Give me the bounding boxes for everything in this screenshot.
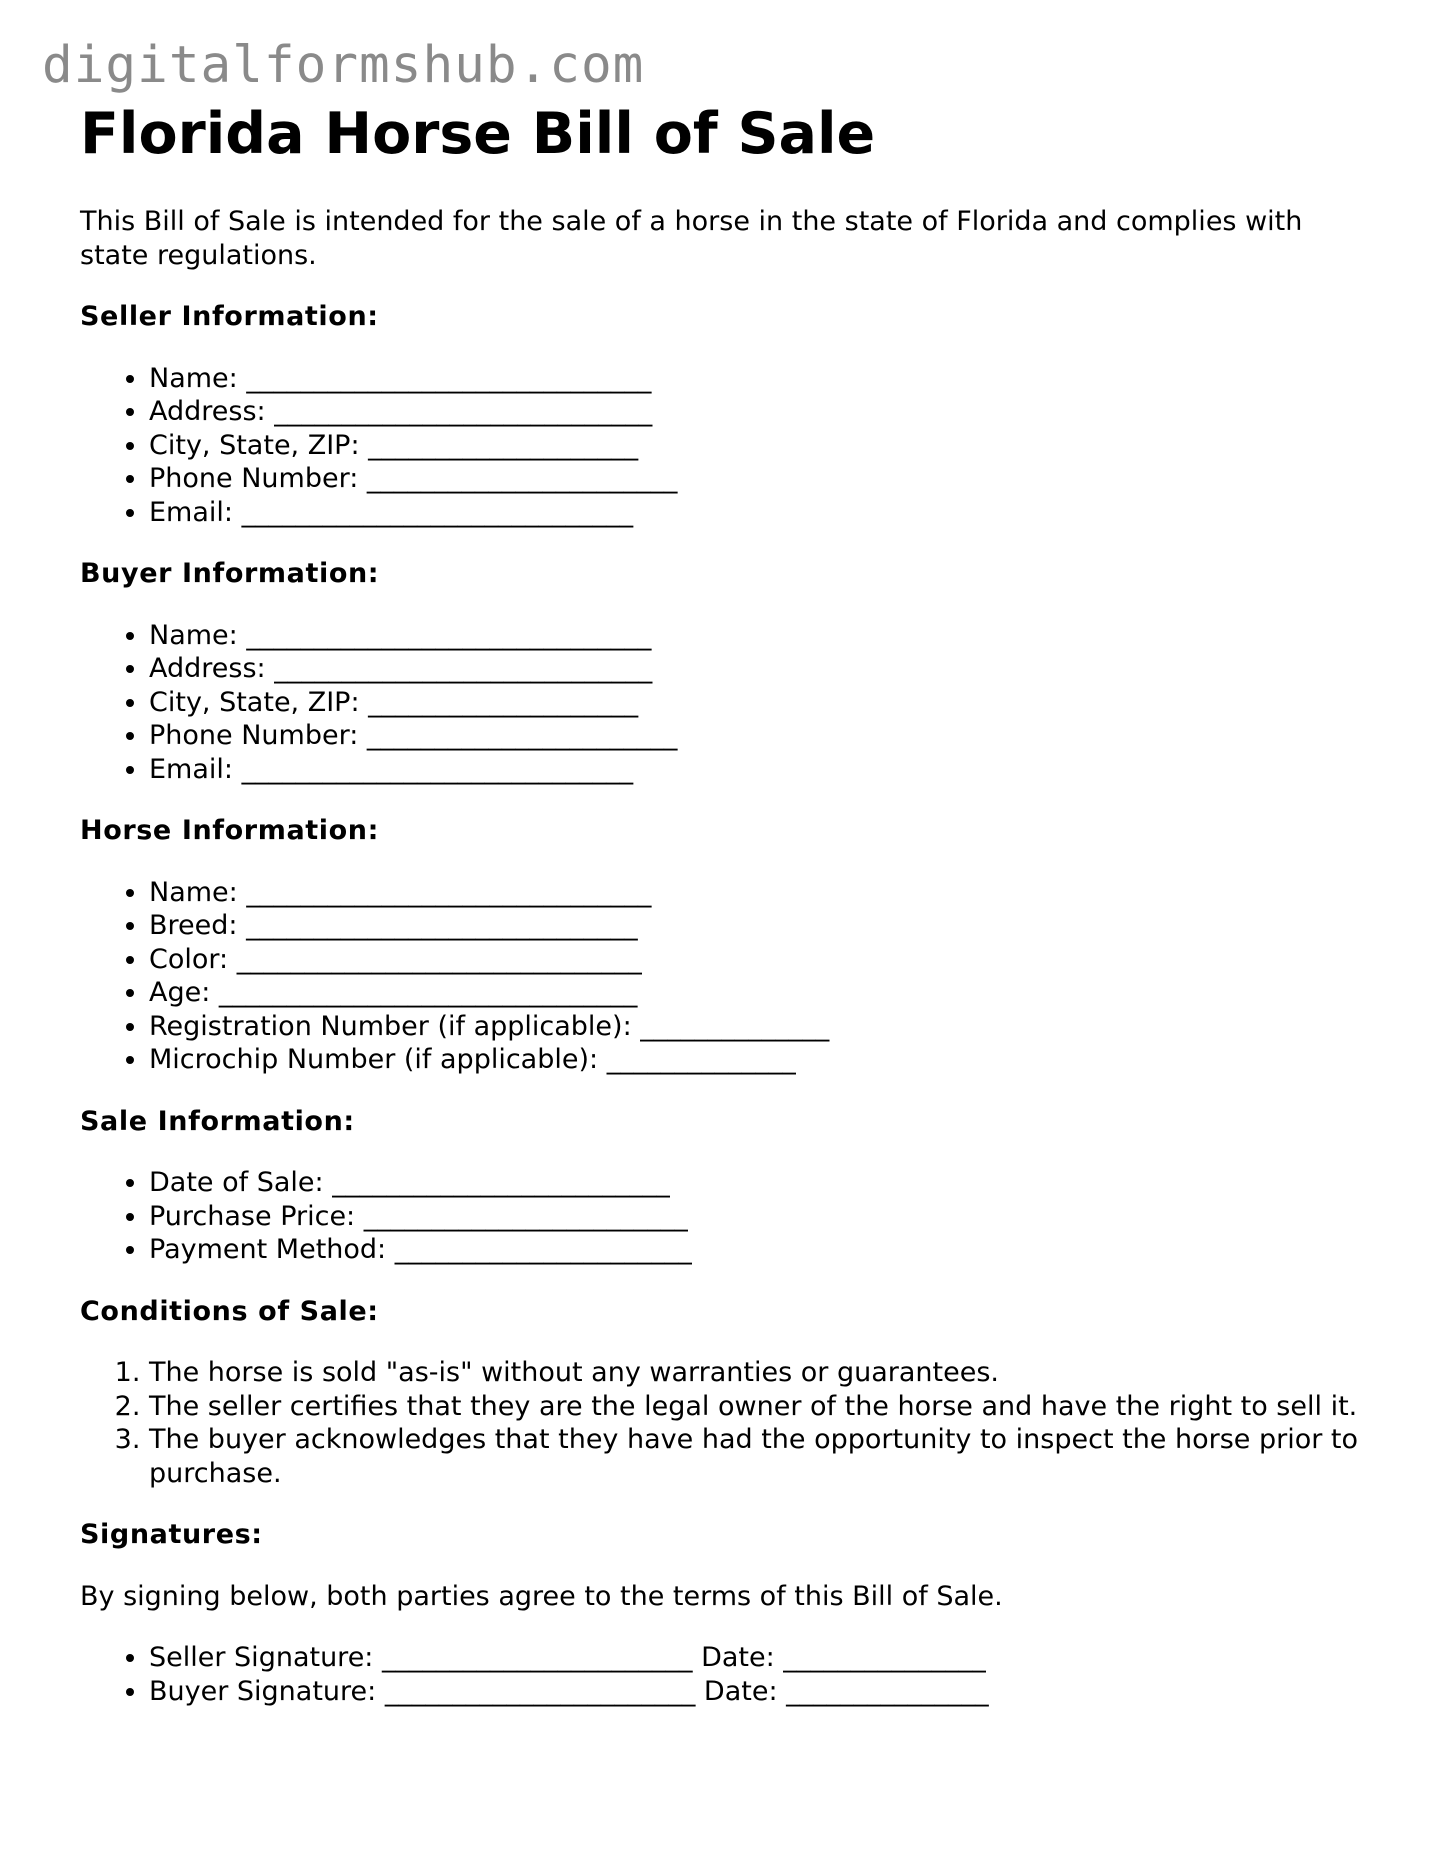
signatures-heading: Signatures: — [80, 1519, 263, 1550]
intro-paragraph: This Bill of Sale is intended for the sale of a horse in the state of Florida and complies with state regulations. — [80, 206, 1303, 271]
sale-price-field: • Purchase Price: ________________________ — [149, 1200, 1370, 1234]
buyer-heading: Buyer Information: — [80, 558, 380, 589]
condition-item: 3. The buyer acknowledges that they have had the opportunity to inspect the horse prior to purchase. — [149, 1423, 1370, 1490]
buyer-phone-field: • Phone Number: _______________________ — [149, 719, 1370, 753]
buyer-name-field: • Name: ______________________________ — [149, 619, 1370, 653]
conditions-list — [80, 1356, 1370, 1490]
condition-item: 1. The horse is sold "as-is" without any warranties or guarantees. — [149, 1356, 1370, 1390]
buyer-signature-field: • Buyer Signature: _______________________ Date: _______________ — [149, 1675, 1370, 1709]
conditions-heading: Conditions of Sale: — [80, 1295, 379, 1327]
sale-info-list — [80, 1166, 1370, 1267]
sale-date-field: • Date of Sale: _________________________ — [149, 1166, 1370, 1200]
horse-registration-field: • Registration Number (if applicable): ______________ — [149, 1010, 1370, 1044]
seller-email-field: • Email: _____________________________ — [149, 496, 1370, 530]
horse-microchip-field: • Microchip Number (if applicable): ______________ — [149, 1043, 1370, 1077]
sale-heading: Sale Information: — [80, 1105, 355, 1137]
seller-address-field: • Address: ____________________________ — [149, 395, 1370, 429]
horse-name-field: • Name: ______________________________ — [149, 876, 1370, 910]
signatures-statement: By signing below, both parties agree to the terms of this Bill of Sale. — [80, 1580, 1003, 1612]
horse-info-list — [80, 876, 1370, 1077]
buyer-city-state-zip-field: • City, State, ZIP: ____________________ — [149, 686, 1370, 720]
document-title: Florida Horse Bill of Sale — [80, 101, 876, 167]
watermark: digitalformshub.com — [42, 36, 645, 95]
buyer-address-field: • Address: ____________________________ — [149, 652, 1370, 686]
horse-color-field: • Color: ______________________________ — [149, 943, 1370, 977]
seller-name-field: • Name: ______________________________ — [149, 362, 1370, 396]
seller-info-list — [80, 362, 1370, 530]
buyer-info-list — [80, 619, 1370, 787]
document-body — [80, 205, 1370, 1736]
horse-heading: Horse Information: — [80, 815, 380, 846]
buyer-email-field: • Email: _____________________________ — [149, 753, 1370, 787]
horse-age-field: • Age: _______________________________ — [149, 976, 1370, 1010]
seller-heading: Seller Information: — [80, 301, 379, 332]
condition-item: 2. The seller certifies that they are the legal owner of the horse and have the right to sell it. — [149, 1390, 1370, 1424]
seller-phone-field: • Phone Number: _______________________ — [149, 462, 1370, 496]
seller-city-state-zip-field: • City, State, ZIP: ____________________ — [149, 429, 1370, 463]
seller-signature-field: • Seller Signature: _______________________ Date: _______________ — [149, 1641, 1370, 1675]
signatures-list — [80, 1641, 1370, 1708]
sale-payment-method-field: • Payment Method: ______________________ — [149, 1233, 1370, 1267]
horse-breed-field: • Breed: _____________________________ — [149, 909, 1370, 943]
